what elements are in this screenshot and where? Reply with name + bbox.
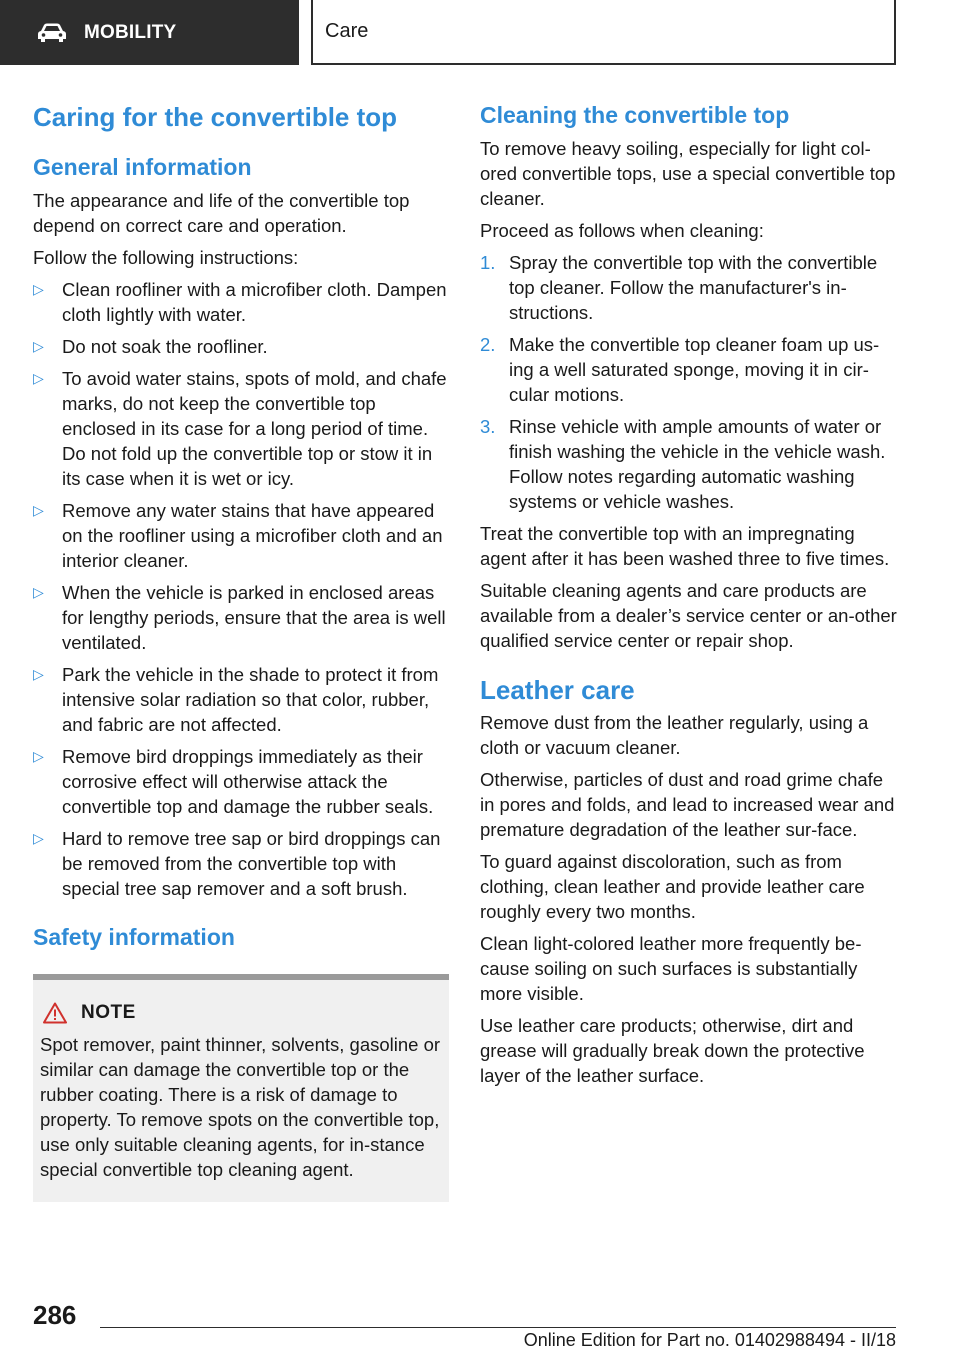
left-column (33, 100, 449, 1202)
note-text: Spot remover, paint thinner, solvents, gasoline or similar can damage the convertible top or the rubber coating. There is a risk of damage to property. To remove spots on the convertible top, use only suitable cleaning agents, for in-stance special convertible top cleaning agent. (40, 1034, 441, 1180)
triangle-right-icon: ▷ (33, 502, 44, 518)
triangle-right-icon: ▷ (33, 338, 44, 354)
leather-paragraph: To guard against discoloration, such as from clothing, clean leather and provide leather care roughly every two months. (480, 851, 865, 922)
right-column (480, 100, 898, 1095)
note-label: NOTE (81, 1002, 136, 1023)
leather-care-heading: Leather care (480, 675, 635, 705)
footer-divider (100, 1327, 896, 1328)
chapter-tab-care[interactable] (311, 0, 896, 65)
instruction-list (33, 277, 449, 901)
cleaning-steps (480, 250, 898, 514)
list-item: ▷ Remove any water stains that have appeared on the roofliner using a microfiber cloth and an interior cleaner. (33, 500, 443, 571)
list-item: 1. Spray the convertible top with the convertible top cleaner. Follow the manufacturer's in-structions. (480, 252, 878, 323)
triangle-right-icon: ▷ (33, 584, 44, 600)
list-item: ▷ Remove bird droppings immediately as their corrosive effect will otherwise attack the convertible top and damage the rubber seals. (33, 746, 434, 817)
edition-text: Online Edition for Part no. 01402988494 - II/18 (523, 1330, 896, 1350)
page-number: 286 (33, 1300, 77, 1330)
warning-triangle-icon (43, 1002, 67, 1024)
list-item: ▷ To avoid water stains, spots of mold, and chafe marks, do not keep the convertible top enclosed in its case for a long period of time. Do not fold up the convertible top or stow it in its case when it is wet or icy. (33, 368, 447, 489)
list-item: 3. Rinse vehicle with ample amounts of water or finish washing the vehicle in the vehicle wash. Follow notes regarding automatic washing systems or vehicle washes. (480, 416, 886, 512)
triangle-right-icon: ▷ (33, 830, 44, 846)
list-item: 2. Make the convertible top cleaner foam up us-ing a well saturated sponge, moving it in cir-cular motions. (480, 334, 880, 405)
triangle-right-icon: ▷ (33, 281, 44, 297)
note-box (33, 974, 449, 1202)
car-icon (36, 22, 68, 44)
cleaning-intro: To remove heavy soiling, especially for light col-ored convertible tops, use a special convertible top cleaner. (480, 138, 896, 209)
proceed-lead: Proceed as follows when cleaning: (480, 220, 764, 241)
general-intro: The appearance and life of the convertible top depend on correct care and operation. (33, 190, 410, 236)
chapter-tab-label: Care (325, 20, 369, 42)
section-tab-mobility[interactable] (0, 0, 299, 65)
general-information-heading: General information (33, 154, 252, 180)
safety-information-heading: Safety information (33, 924, 235, 950)
leather-paragraph: Otherwise, particles of dust and road grime chafe in pores and folds, and lead to increased wear and premature degradation of the leather sur-face. (480, 769, 895, 840)
impregnate-paragraph: Treat the convertible top with an impregnating agent after it has been washed three to five times. (480, 523, 890, 569)
list-item: ▷ When the vehicle is parked in enclosed areas for lengthy periods, ensure that the area is well ventilated. (33, 582, 446, 653)
leather-paragraph: Use leather care products; otherwise, dirt and grease will gradually break down the protective layer of the leather surface. (480, 1015, 865, 1086)
page-title: Caring for the convertible top (33, 102, 398, 132)
page-header (0, 0, 960, 65)
note-header (40, 1002, 442, 1024)
triangle-right-icon: ▷ (33, 666, 44, 682)
triangle-right-icon: ▷ (33, 370, 44, 386)
instructions-lead: Follow the following instructions: (33, 247, 299, 268)
list-item: ▷ Do not soak the roofliner. (33, 336, 268, 357)
list-item: ▷ Clean roofliner with a microfiber cloth. Dampen cloth lightly with water. (33, 279, 447, 325)
leather-paragraph: Remove dust from the leather regularly, using a cloth or vacuum cleaner. (480, 712, 869, 758)
cleaning-heading: Cleaning the convertible top (480, 102, 790, 128)
list-item: ▷ Park the vehicle in the shade to protect it from intensive solar radiation so that color, rubber, and fabric are not affected. (33, 664, 439, 735)
triangle-right-icon: ▷ (33, 748, 44, 764)
agents-paragraph: Suitable cleaning agents and care products are available from a dealer’s service center or an-other qualified service center or repair shop. (480, 580, 897, 651)
section-tab-label: MOBILITY (84, 21, 177, 43)
leather-paragraph: Clean light-colored leather more frequently be-cause soiling on such surfaces is substantially more visible. (480, 933, 862, 1004)
list-item: ▷ Hard to remove tree sap or bird droppings can be removed from the convertible top with special tree sap remover and a soft brush. (33, 828, 441, 899)
